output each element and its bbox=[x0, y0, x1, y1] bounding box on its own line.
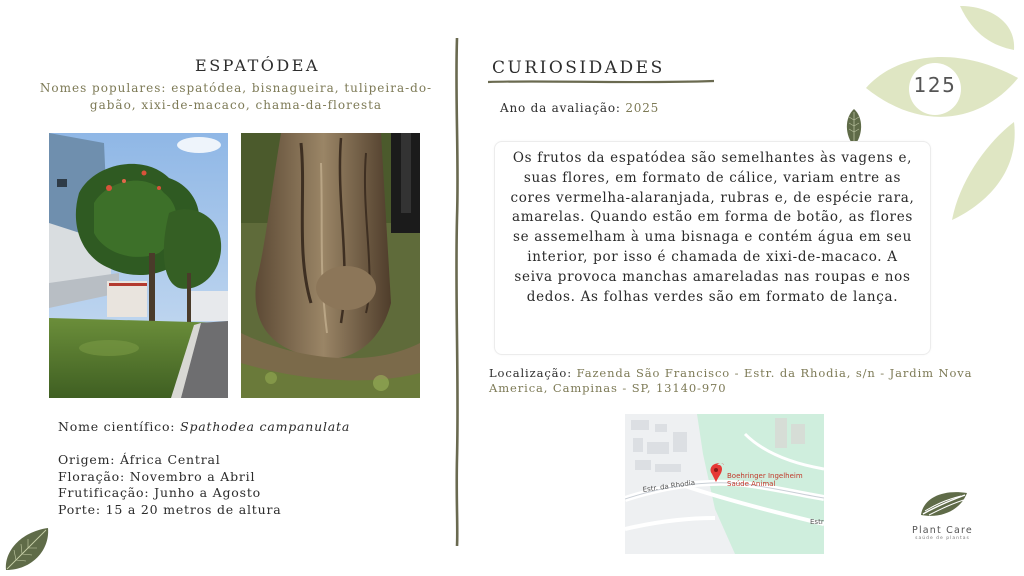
plant-care-logo-icon bbox=[915, 487, 971, 519]
trunk-photo bbox=[241, 133, 420, 398]
map-place-name-1: Boehringer Ingelheim bbox=[727, 472, 803, 480]
scientific-name-line: Nome científico: Spathodea campanulata bbox=[58, 419, 351, 434]
map-road-label: Estr. da Rhodia bbox=[642, 478, 696, 494]
curiosity-card: Os frutos da espatódea são semelhantes às vagens e, suas flores, em formato de cálice, variam entre as cores vermelha-alaranjada, rubras e, de espécie rara, amarelas. Quando estão em forma de botão, as flores se assemelham à uma bisnaga e contém água em seu interior, por isso é chamada de xixi-de-macaco. A seiva provoca manchas amareladas nas roupas e nos dedos. As folhas verdes são em formato de lança. bbox=[494, 141, 931, 355]
logo-subtitle: saúde de plantas bbox=[915, 536, 970, 541]
logo-name: Plant Care bbox=[912, 525, 973, 536]
page-number-badge: 125 bbox=[913, 73, 957, 97]
column-divider bbox=[452, 38, 462, 546]
leaf-decoration-bottom-left bbox=[2, 526, 52, 574]
evaluation-year: Ano da avaliação: 2025 bbox=[500, 101, 660, 115]
plant-care-logo bbox=[905, 487, 980, 541]
scientific-name: Spathodea campanulata bbox=[180, 419, 351, 434]
map-road-label-2: Estr bbox=[810, 518, 824, 526]
location: Localização: Fazenda São Francisco - Estr. da Rhodia, s/n - Jardim Nova America, Campinas - SP, 13140-970 bbox=[489, 366, 973, 395]
size-line: Porte: 15 a 20 metros de altura bbox=[58, 502, 282, 518]
location-address: Fazenda São Francisco - Estr. da Rhodia, s/n - Jardim Nova America, Campinas - SP, 13140-970 bbox=[489, 366, 973, 395]
origin-line: Origem: África Central bbox=[58, 451, 221, 467]
flowering-line: Floração: Novembro a Abril bbox=[58, 468, 256, 484]
fruiting-line: Frutificação: Junho a Agosto bbox=[58, 485, 261, 501]
plant-title: ESPATÓDEA bbox=[195, 56, 320, 75]
tree-photo bbox=[49, 133, 228, 398]
curiosities-title: CURIOSIDADES bbox=[492, 58, 665, 78]
map-place-name-2: Saúde Animal bbox=[727, 480, 776, 488]
popular-names: Nomes populares: espatódea, bisnagueira, tulipeira-do-gabão, xixi-de-macaco, chama-da-floresta bbox=[39, 81, 433, 112]
location-map[interactable] bbox=[625, 414, 824, 554]
plant-facts bbox=[58, 419, 350, 519]
title-underline bbox=[488, 78, 714, 86]
